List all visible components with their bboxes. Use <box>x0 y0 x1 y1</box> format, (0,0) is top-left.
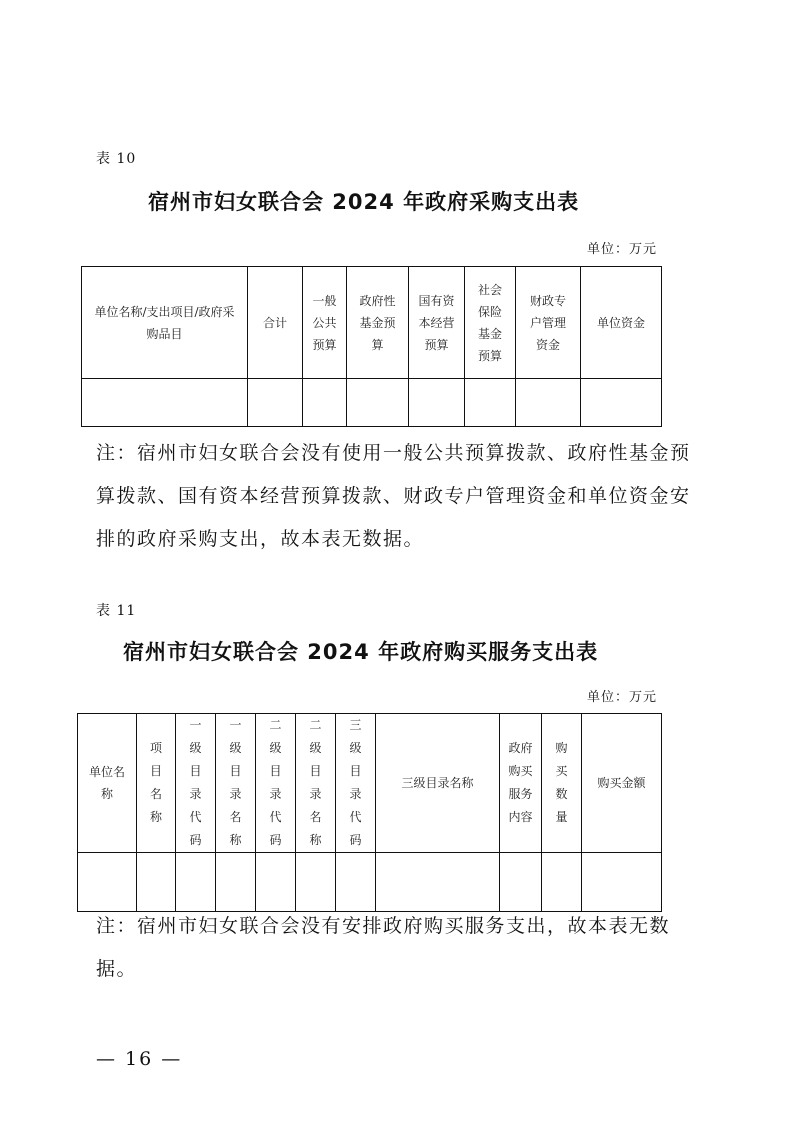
table11-header-cell: 项目名称 <box>137 714 176 853</box>
table10-header-cell: 一般公共预算 <box>303 267 347 379</box>
table10-title: 宿州市妇女联合会 2024 年政府采购支出表 <box>148 190 580 214</box>
table11-unit: 单位：万元 <box>587 690 658 705</box>
table10-header-cell: 合计 <box>248 267 303 379</box>
table11-header-cell: 单位名称 <box>78 714 137 853</box>
table11-header-cell: 一级目录名称 <box>216 714 256 853</box>
table10-header-cell: 单位资金 <box>581 267 662 379</box>
table11-header-cell: 购买金额 <box>582 714 662 853</box>
table11-header-cell: 二级目录代码 <box>256 714 296 853</box>
table10 <box>81 266 662 427</box>
table10-header-cell: 社会保险基金预算 <box>465 267 516 379</box>
page-number: — 16 — <box>96 1048 183 1070</box>
table10-header-row <box>82 267 662 379</box>
table11-empty-row <box>78 853 662 912</box>
table10-note: 注：宿州市妇女联合会没有使用一般公共预算拨款、政府性基金预算拨款、国有资本经营预算拨款、财政专户管理资金和单位资金安排的政府采购支出，故本表无数据。 <box>96 442 691 550</box>
table10-label: 表 10 <box>96 151 137 167</box>
table11-header-cell: 一级目录代码 <box>176 714 216 853</box>
table11-header-cell: 二级目录名称 <box>296 714 336 853</box>
table10-header-cell: 国有资本经营预算 <box>409 267 465 379</box>
table10-unit: 单位：万元 <box>587 242 658 257</box>
table10-header-cell: 单位名称/支出项目/政府采购品目 <box>82 267 248 379</box>
table10-header-cell: 政府性基金预算 <box>347 267 409 379</box>
table11-header-cell: 购买数量 <box>542 714 582 853</box>
table10-header-cell: 财政专户管理资金 <box>516 267 581 379</box>
table11-header-cell: 政府购买服务内容 <box>500 714 542 853</box>
table10-empty-row <box>82 379 662 427</box>
table11-label: 表 11 <box>96 603 137 619</box>
table11 <box>77 713 662 912</box>
table11-header-cell: 三级目录代码 <box>336 714 376 853</box>
table11-header-row <box>78 714 662 853</box>
table11-header-cell: 三级目录名称 <box>376 714 500 853</box>
table11-title: 宿州市妇女联合会 2024 年政府购买服务支出表 <box>123 640 599 664</box>
table11-note: 注：宿州市妇女联合会没有安排政府购买服务支出，故本表无数据。 <box>96 915 671 980</box>
